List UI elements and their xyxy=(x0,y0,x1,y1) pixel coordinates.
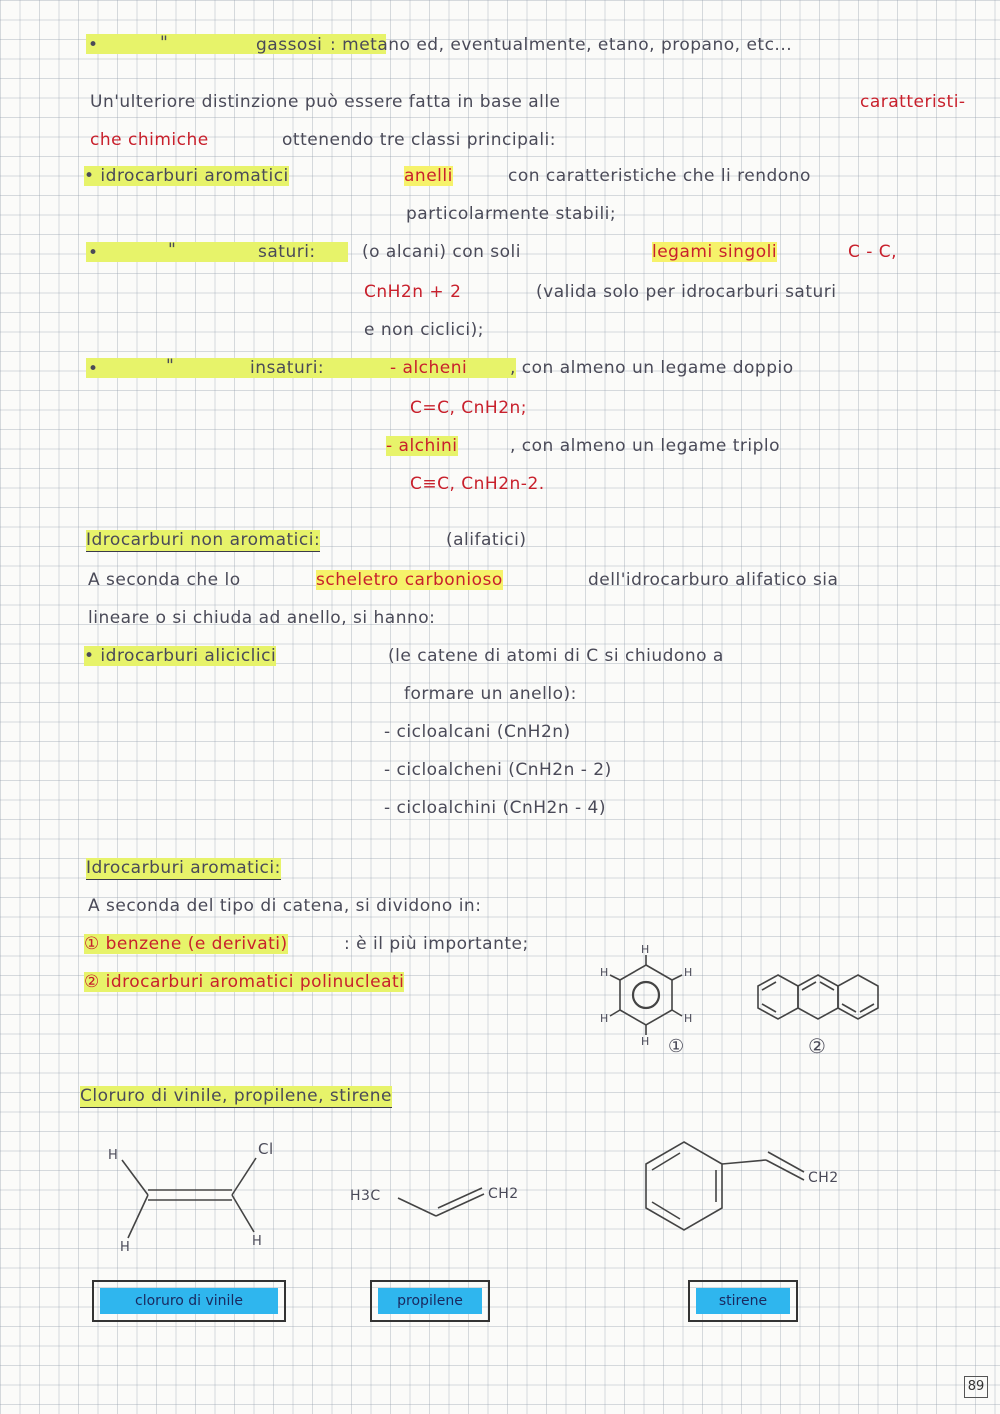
heading-molecules: Cloruro di vinile, propilene, stirene xyxy=(80,1086,392,1106)
text-line: con caratteristiche che li rendono xyxy=(508,166,811,186)
atom-label: CH2 xyxy=(808,1170,839,1186)
atom-label: H xyxy=(684,966,693,979)
atom-label: H xyxy=(641,1035,650,1048)
text-line: (valida solo per idrocarburi saturi xyxy=(536,282,837,302)
list-item-cicloalcani: - cicloalcani (CnH2n) xyxy=(384,722,571,742)
red-text: C - C, xyxy=(848,242,898,262)
caption-label: cloruro di vinile xyxy=(100,1288,278,1314)
page-number: 89 xyxy=(964,1376,988,1398)
anthracene-ring xyxy=(798,975,838,1019)
anelli-word: anelli xyxy=(404,166,453,186)
aliciclici-label: • idrocarburi aliciclici xyxy=(84,646,277,666)
caption-box-styrene xyxy=(688,1280,798,1322)
text-line: , con almeno un legame doppio xyxy=(510,358,794,378)
legami-singoli: legami singoli xyxy=(652,242,778,262)
atom-label: CH2 xyxy=(488,1186,519,1202)
bullet: • xyxy=(88,243,99,263)
aromatici-label: • idrocarburi aromatici xyxy=(84,166,289,186)
insaturi-label: insaturi: xyxy=(250,358,325,378)
atom-label: H3C xyxy=(350,1188,381,1204)
atom-label: H xyxy=(600,966,609,979)
text-line: e non ciclici); xyxy=(364,320,485,340)
atom-label: H xyxy=(641,943,650,956)
propylene-structure xyxy=(398,1188,484,1216)
ditto-mark: " xyxy=(166,356,175,376)
formula-alkane: CnH2n + 2 xyxy=(364,282,462,302)
red-text: caratteristi- xyxy=(860,92,966,112)
saturi-label: saturi: xyxy=(258,242,316,262)
alcheni-label: - alcheni xyxy=(390,358,468,378)
caption-box-propylene xyxy=(370,1280,490,1322)
caption-box-vinyl-chloride xyxy=(92,1280,286,1322)
benzene-ring xyxy=(620,965,672,1025)
ditto-mark: " xyxy=(168,240,177,260)
number-label: ① xyxy=(668,1036,685,1057)
text-line: dell'idrocarburo alifatico sia xyxy=(588,570,839,590)
polinucleati-label: ② idrocarburi aromatici polinucleati xyxy=(84,972,405,992)
benzene-label: ① benzene (e derivati) xyxy=(84,934,288,954)
list-item-cicloalcheni: - cicloalcheni (CnH2n - 2) xyxy=(384,760,612,780)
text-line: (le catene di atomi di C si chiudono a xyxy=(388,646,724,666)
anthracene-ring xyxy=(758,975,798,1019)
scheletro-carbonioso: scheletro carbonioso xyxy=(316,570,503,590)
bullet: • xyxy=(88,359,99,379)
text-line: , con almeno un legame triplo xyxy=(510,436,781,456)
text-line: A seconda del tipo di catena, si dividono in: xyxy=(88,896,482,916)
text-line: Un'ulteriore distinzione può essere fatta in base alle xyxy=(90,92,561,112)
heading-aromatici: Idrocarburi aromatici: xyxy=(86,858,281,878)
ditto-mark: " xyxy=(160,33,169,53)
text-line: particolarmente stabili; xyxy=(406,204,617,224)
benzene-circle xyxy=(633,982,659,1008)
vinyl-chloride-structure xyxy=(122,1158,256,1238)
alchini-label: - alchini xyxy=(386,436,458,456)
text-line: A seconda che lo xyxy=(88,570,241,590)
text-line: ottenendo tre classi principali: xyxy=(282,130,556,150)
list-item-cicloalchini: - cicloalchini (CnH2n - 4) xyxy=(384,798,607,818)
styrene-structure xyxy=(646,1142,804,1230)
formula-alkene: C=C, CnH2n; xyxy=(410,398,528,418)
bullet: • xyxy=(88,35,99,55)
atom-label: H xyxy=(684,1012,693,1025)
formula-alkyne: C≡C, CnH2n-2. xyxy=(410,474,545,494)
atom-label: H xyxy=(252,1234,263,1249)
gassosi-text: : metano ed, eventualmente, etano, propano, etc... xyxy=(330,35,793,55)
text-line: formare un anello): xyxy=(404,684,577,704)
atom-label: Cl xyxy=(258,1140,274,1158)
anthracene-ring xyxy=(838,975,878,1019)
text-line: lineare o si chiuda ad anello, si hanno: xyxy=(88,608,436,628)
atom-label: H xyxy=(108,1148,119,1163)
atom-label: H xyxy=(120,1240,131,1255)
text-line: : è il più importante; xyxy=(344,934,529,954)
heading-non-aromatici: Idrocarburi non aromatici: xyxy=(86,530,321,550)
gassosi-label: gassosi xyxy=(256,35,323,55)
caption-label: stirene xyxy=(696,1288,790,1314)
atom-label: H xyxy=(600,1012,609,1025)
number-label: ② xyxy=(808,1034,827,1058)
text-line: (alifatici) xyxy=(446,530,527,550)
caption-label: propilene xyxy=(378,1288,482,1314)
text-line: (o alcani) con soli xyxy=(362,242,522,262)
red-text: che chimiche xyxy=(90,130,209,150)
